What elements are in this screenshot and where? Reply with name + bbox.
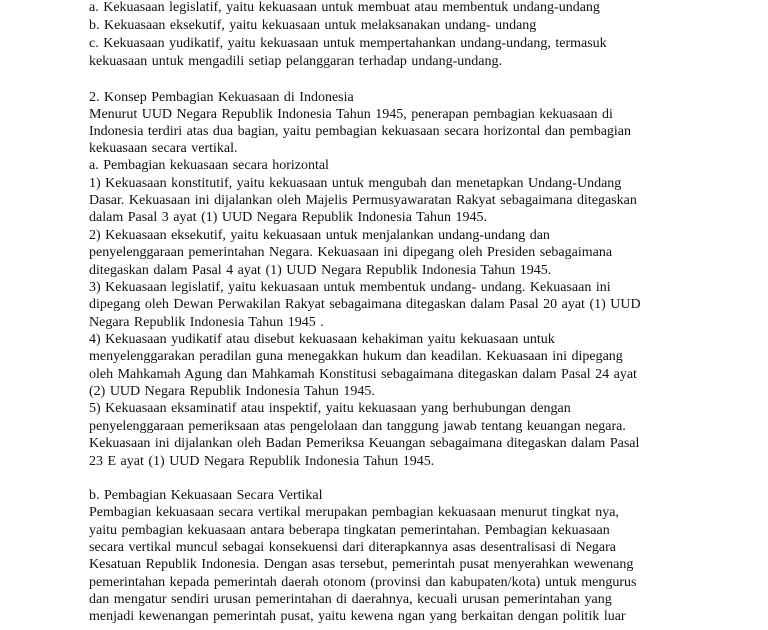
text-line: pemerintahan kepada pemerintah daerah otonom (provinsi dan kabupaten/kota) untuk mengurus [89, 575, 637, 590]
text-line: Kekuasaan ini dijalankan oleh Badan Pemeriksa Keuangan sebagaimana ditegaskan dalam Pasal [89, 436, 640, 451]
text-line: 1) Kekuasaan konstitutif, yaitu kekuasaan untuk mengubah dan menetapkan Undang-Undang [89, 176, 622, 191]
text-line: Pembagian kekuasaan secara vertikal merupakan pembagian kekuasaan menurut tingkat nya, [89, 505, 619, 520]
text-line: a. Kekuasaan legislatif, yaitu kekuasaan untuk membuat atau membentuk undang-undang [89, 0, 600, 15]
text-line: 4) Kekuasaan yudikatif atau disebut kekuasaan kehakiman yaitu kekuasaan untuk [89, 332, 555, 347]
text-line: secara vertikal muncul sebagai konsekuensi dari diterapkannya asas desentralisasi di Negara [89, 540, 617, 555]
text-line: menjadi kewenangan pemerintah pusat, yaitu kewena ngan yang berkaitan dengan politik luar [89, 609, 626, 624]
text-line: 3) Kekuasaan legislatif, yaitu kekuasaan untuk membentuk undang- undang. Kekuasaan ini [89, 280, 611, 295]
text-line: 23 E ayat (1) UUD Negara Republik Indonesia Tahun 1945. [89, 454, 435, 469]
text-line: dan mengatur sendiri urusan pemerintahan di daerahnya, kecuali urusan pemerintahan yang [89, 592, 612, 607]
text-line: kekuasaan secara vertikal. [89, 141, 238, 156]
text-line: menyelenggarakan peradilan guna menegakkan hukum dan keadilan. Kekuasaan ini dipegang [89, 349, 623, 364]
text-line: Dasar. Kekuasaan ini dijalankan oleh Majelis Permusyawaratan Rakyat sebagaimana ditegaskan [89, 193, 637, 208]
text-line: 2) Kekuasaan eksekutif, yaitu kekuasaan untuk menjalankan undang-undang dan [89, 228, 550, 243]
text-line: Indonesia terdiri atas dua bagian, yaitu pembagian kekuasaan secara horizontal dan pembagian [89, 124, 632, 139]
text-line: Negara Republik Indonesia Tahun 1945 . [89, 315, 324, 330]
text-line: 5) Kekuasaan eksaminatif atau inspektif, yaitu kekuasaan yang berhubungan dengan [89, 401, 571, 416]
text-line: kekuasaan untuk mengadili setiap pelanggaran terhadap undang-undang. [89, 54, 503, 69]
text-line: Kesatuan Republik Indonesia. Dengan asas tersebut, pemerintah pusat menyerahkan wewenang [89, 557, 634, 572]
text-line: oleh Mahkamah Agung dan Mahkamah Konstitusi sebagaimana ditegaskan dalam Pasal 24 ayat [89, 367, 637, 382]
text-line: ditegaskan dalam Pasal 4 ayat (1) UUD Negara Republik Indonesia Tahun 1945. [89, 263, 552, 278]
text-line: penyelenggaraan pemeriksaan atas pengelolaan dan tanggung jawab tentang keuangan negara. [89, 419, 626, 434]
text-line: b. Kekuasaan eksekutif, yaitu kekuasaan untuk melaksanakan undang- undang [89, 18, 537, 33]
text-line: dipegang oleh Dewan Perwakilan Rakyat sebagaimana ditegaskan dalam Pasal 20 ayat (1) UUD [89, 297, 641, 312]
text-line: c. Kekuasaan yudikatif, yaitu kekuasaan untuk mempertahankan undang-undang, termasuk [89, 36, 607, 51]
text-line: dalam Pasal 3 ayat (1) UUD Negara Republik Indonesia Tahun 1945. [89, 210, 487, 225]
text-line: yaitu pembagian kekuasaan antara beberapa tingkatan pemerintahan. Pembagian kekuasaan [89, 523, 610, 538]
subsection-heading: a. Pembagian kekuasaan secara horizontal [89, 158, 329, 173]
text-line: Menurut UUD Negara Republik Indonesia Tahun 1945, penerapan pembagian kekuasaan di [89, 107, 613, 122]
subsection-heading: b. Pembagian Kekuasaan Secara Vertikal [89, 488, 323, 503]
text-line: penyelenggaraan pemerintahan Negara. Kekuasaan ini dipegang oleh Presiden sebagaimana [89, 245, 613, 260]
text-line: (2) UUD Negara Republik Indonesia Tahun 1945. [89, 384, 375, 399]
section-heading: 2. Konsep Pembagian Kekuasaan di Indonesia [89, 90, 354, 105]
